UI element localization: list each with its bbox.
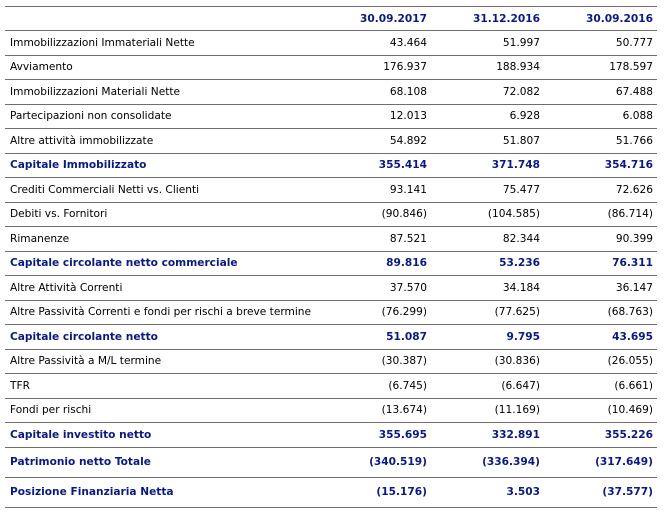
- table-row: [5, 104, 657, 129]
- row-value: (6.647): [431, 374, 544, 399]
- row-value: 176.937: [313, 55, 431, 80]
- row-label: Immobilizzazioni Immateriali Nette: [5, 31, 313, 56]
- row-value: 82.344: [431, 227, 544, 252]
- subtotal-row: [5, 447, 657, 477]
- row-value: 34.184: [431, 276, 544, 301]
- subtotal-row: [5, 251, 657, 276]
- header-col-30-09-2016: 30.09.2016: [544, 7, 657, 31]
- row-value: 43.464: [313, 31, 431, 56]
- table-row: [5, 55, 657, 80]
- row-value: (13.674): [313, 398, 431, 423]
- row-value: 72.626: [544, 178, 657, 203]
- row-value: (317.649): [544, 447, 657, 477]
- row-value: (30.836): [431, 349, 544, 374]
- row-label: Altre attività immobilizzate: [5, 129, 313, 154]
- row-label: Immobilizzazioni Materiali Nette: [5, 80, 313, 105]
- header-col-30-09-2017: 30.09.2017: [313, 7, 431, 31]
- row-value: (76.299): [313, 300, 431, 325]
- row-label: Posizione Finanziaria Netta: [5, 477, 313, 507]
- row-label: Crediti Commerciali Netti vs. Clienti: [5, 178, 313, 203]
- subtotal-row: [5, 477, 657, 507]
- row-value: (11.169): [431, 398, 544, 423]
- row-value: 355.695: [313, 423, 431, 448]
- row-label: Capitale investito netto: [5, 423, 313, 448]
- row-value: (15.176): [313, 477, 431, 507]
- row-value: 87.521: [313, 227, 431, 252]
- row-value: 43.695: [544, 325, 657, 350]
- table-row: [5, 178, 657, 203]
- row-value: (340.519): [313, 447, 431, 477]
- row-label: Debiti vs. Fornitori: [5, 202, 313, 227]
- row-label: Avviamento: [5, 55, 313, 80]
- header-col-31-12-2016: 31.12.2016: [431, 7, 544, 31]
- row-value: 354.716: [544, 153, 657, 178]
- balance-sheet-table-wrapper: [5, 6, 657, 508]
- row-value: 332.891: [431, 423, 544, 448]
- row-value: (30.387): [313, 349, 431, 374]
- row-value: 51.087: [313, 325, 431, 350]
- row-value: (77.625): [431, 300, 544, 325]
- row-value: 72.082: [431, 80, 544, 105]
- subtotal-row: [5, 153, 657, 178]
- row-value: 355.226: [544, 423, 657, 448]
- row-value: 355.414: [313, 153, 431, 178]
- table-row: [5, 227, 657, 252]
- row-value: 89.816: [313, 251, 431, 276]
- row-value: 9.795: [431, 325, 544, 350]
- row-value: 51.807: [431, 129, 544, 154]
- row-label: Altre Passività Correnti e fondi per rischi a breve termine: [5, 300, 313, 325]
- row-value: (10.469): [544, 398, 657, 423]
- row-label: Patrimonio netto Totale: [5, 447, 313, 477]
- row-value: (68.763): [544, 300, 657, 325]
- row-value: (90.846): [313, 202, 431, 227]
- row-value: (37.577): [544, 477, 657, 507]
- row-value: 178.597: [544, 55, 657, 80]
- row-value: 188.934: [431, 55, 544, 80]
- row-value: 75.477: [431, 178, 544, 203]
- header-label-cell: [5, 7, 313, 31]
- row-value: (6.661): [544, 374, 657, 399]
- table-body: [5, 31, 657, 508]
- row-value: (26.055): [544, 349, 657, 374]
- row-value: 12.013: [313, 104, 431, 129]
- row-label: Fondi per rischi: [5, 398, 313, 423]
- row-label: Altre Passività a M/L termine: [5, 349, 313, 374]
- row-label: Capitale Immobilizzato: [5, 153, 313, 178]
- table-row: [5, 300, 657, 325]
- row-label: TFR: [5, 374, 313, 399]
- header-row: [5, 7, 657, 31]
- row-label: Capitale circolante netto: [5, 325, 313, 350]
- subtotal-row: [5, 325, 657, 350]
- row-value: 53.236: [431, 251, 544, 276]
- row-value: (336.394): [431, 447, 544, 477]
- table-row: [5, 349, 657, 374]
- row-value: 90.399: [544, 227, 657, 252]
- table-row: [5, 276, 657, 301]
- table-row: [5, 129, 657, 154]
- table-row: [5, 374, 657, 399]
- row-label: Capitale circolante netto commerciale: [5, 251, 313, 276]
- row-value: 36.147: [544, 276, 657, 301]
- row-value: 93.141: [313, 178, 431, 203]
- row-value: (6.745): [313, 374, 431, 399]
- row-value: 67.488: [544, 80, 657, 105]
- row-label: Rimanenze: [5, 227, 313, 252]
- row-value: 37.570: [313, 276, 431, 301]
- row-value: 371.748: [431, 153, 544, 178]
- row-value: (104.585): [431, 202, 544, 227]
- row-value: 54.892: [313, 129, 431, 154]
- table-row: [5, 31, 657, 56]
- table-row: [5, 80, 657, 105]
- row-value: 6.928: [431, 104, 544, 129]
- balance-sheet-table: [5, 6, 657, 508]
- row-value: 76.311: [544, 251, 657, 276]
- row-value: 51.997: [431, 31, 544, 56]
- row-label: Altre Attività Correnti: [5, 276, 313, 301]
- row-label: Partecipazioni non consolidate: [5, 104, 313, 129]
- row-value: 50.777: [544, 31, 657, 56]
- table-row: [5, 202, 657, 227]
- row-value: 68.108: [313, 80, 431, 105]
- table-row: [5, 398, 657, 423]
- row-value: 3.503: [431, 477, 544, 507]
- row-value: 6.088: [544, 104, 657, 129]
- row-value: 51.766: [544, 129, 657, 154]
- subtotal-row: [5, 423, 657, 448]
- row-value: (86.714): [544, 202, 657, 227]
